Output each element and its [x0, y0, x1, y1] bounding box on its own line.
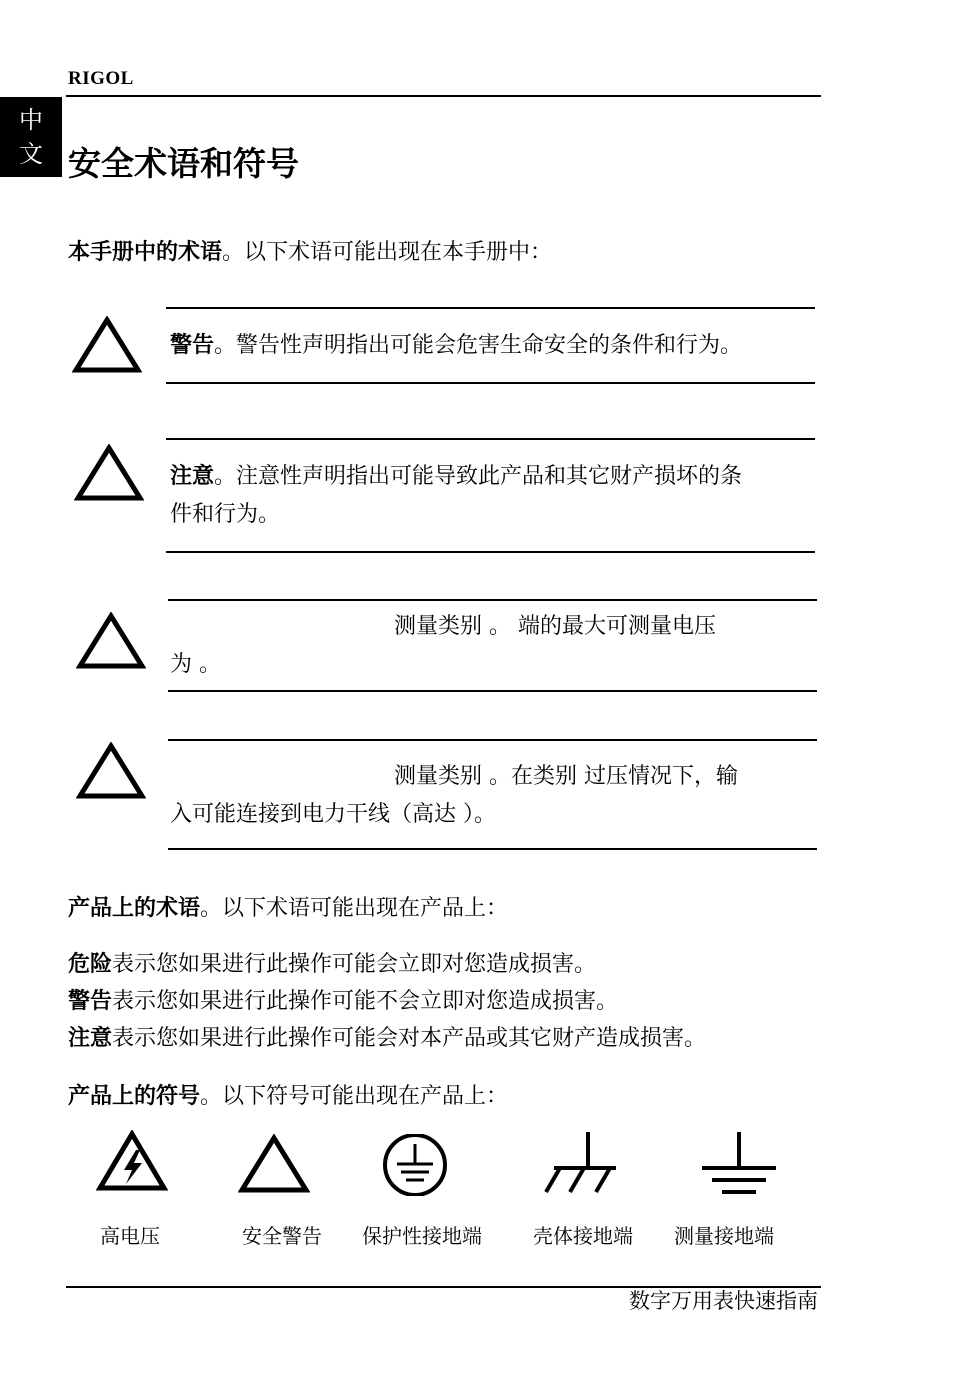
header-divider [66, 95, 821, 97]
notice-4-line-1: 测量类别 。在类别 过压情况下，输 [394, 764, 738, 789]
product-terms-intro [68, 890, 508, 927]
symbol-label-protective-earth: 保护性接地端 [362, 1224, 482, 1248]
product-symbols-lead: 产品上的符号 [68, 1084, 201, 1109]
notice-3-bottom-rule [168, 690, 817, 692]
notice-1-label: 警告 [170, 333, 215, 358]
notice-2-text [170, 458, 830, 534]
notice-1-text [170, 327, 820, 365]
protective-earth-icon [380, 1134, 450, 1196]
notice-1-top-rule [166, 307, 815, 309]
warning-triangle-icon [72, 316, 142, 374]
notice-3-top-rule [168, 599, 817, 601]
notice-3-line-2: 为 。 [170, 652, 221, 677]
symbol-label-measurement-ground: 测量接地端 [674, 1224, 774, 1248]
notice-3-line-1: 测量类别 。 端的最大可测量电压 [394, 614, 716, 639]
page-title: 安全术语和符号 [68, 144, 299, 183]
notice-2-body-1: 。注意性声明指出可能导致此产品和其它财产损坏的条 [214, 464, 743, 489]
symbol-label-safety-warning: 安全警告 [242, 1224, 322, 1248]
notice-4-line-2: 入可能连接到电力干线（高达 ）。 [170, 802, 496, 827]
language-tab [0, 97, 62, 177]
product-terms-list [68, 946, 706, 1057]
term-caution: 注意 [68, 1026, 113, 1051]
high-voltage-icon [96, 1130, 168, 1192]
product-symbols-rest: 。以下符号可能出现在产品上： [200, 1084, 509, 1109]
language-tab-char-1: 中 [19, 106, 43, 134]
notice-2-label: 注意 [170, 464, 215, 489]
term-danger: 危险 [68, 952, 113, 977]
language-tab-char-2: 文 [19, 140, 43, 168]
term-danger-desc: 表示您如果进行此操作可能会立即对您造成损害。 [112, 952, 597, 977]
chassis-ground-icon [540, 1130, 620, 1196]
safety-warning-icon [238, 1134, 310, 1194]
notice-4-top-rule [168, 739, 817, 741]
notice-1-body: 。警告性声明指出可能会危害生命安全的条件和行为。 [214, 333, 743, 358]
measurement-ground-icon [700, 1130, 778, 1194]
manual-terms-intro [68, 234, 552, 271]
caution-triangle-icon [74, 444, 144, 502]
product-terms-rest: 。以下术语可能出现在产品上： [200, 896, 509, 921]
notice-4-bottom-rule [168, 848, 817, 850]
list-item [68, 946, 706, 983]
symbol-label-high-voltage: 高电压 [100, 1224, 160, 1248]
term-warning: 警告 [68, 989, 113, 1014]
notice-1-bottom-rule [166, 382, 815, 384]
manual-terms-rest: 。以下术语可能出现在本手册中： [222, 240, 553, 265]
warning-triangle-icon [76, 742, 146, 800]
product-terms-lead: 产品上的术语 [68, 896, 201, 921]
notice-4-text [170, 758, 820, 834]
footer-title: 数字万用表快速指南 [629, 1289, 818, 1313]
notice-2-line-2: 件和行为。 [170, 502, 281, 527]
notice-3-text [170, 608, 820, 684]
term-caution-desc: 表示您如果进行此操作可能会对本产品或其它财产造成损害。 [112, 1026, 707, 1051]
product-symbols-intro [68, 1078, 508, 1115]
list-item [68, 983, 706, 1020]
term-warning-desc: 表示您如果进行此操作可能不会立即对您造成损害。 [112, 989, 619, 1014]
manual-terms-lead: 本手册中的术语 [68, 240, 223, 265]
symbol-label-chassis-ground: 壳体接地端 [533, 1224, 633, 1248]
notice-2-bottom-rule [166, 551, 815, 553]
list-item [68, 1020, 706, 1057]
notice-2-line-1 [170, 458, 830, 496]
warning-triangle-icon [76, 612, 146, 670]
brand-logo-text: RIGOL [68, 68, 134, 89]
notice-2-top-rule [166, 438, 815, 440]
